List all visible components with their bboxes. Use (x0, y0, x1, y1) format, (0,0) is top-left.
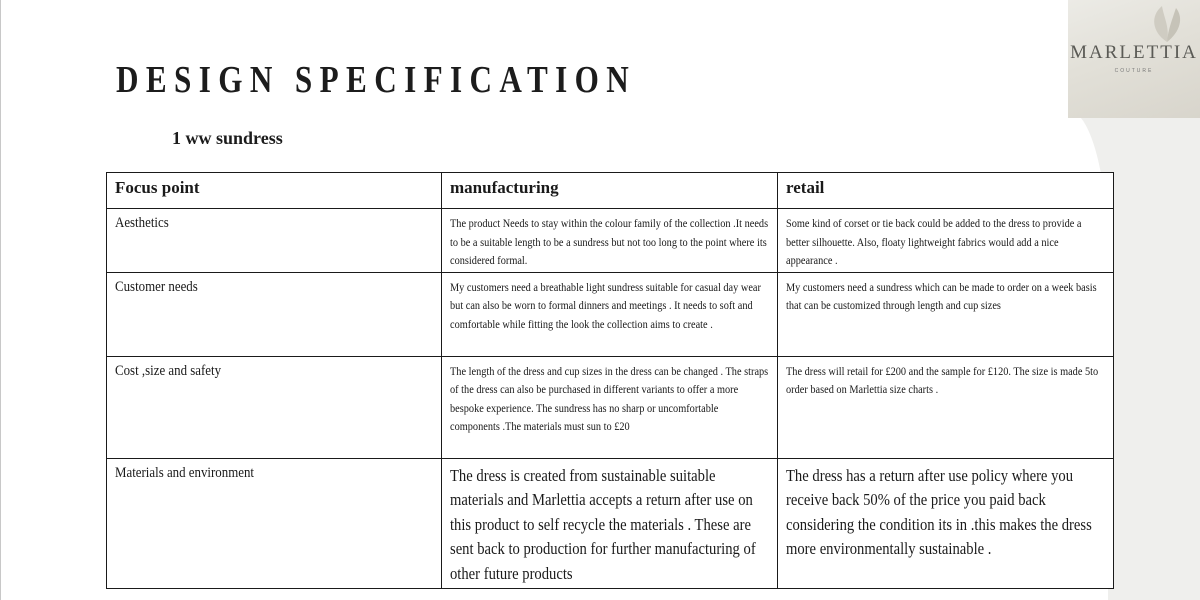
manufacturing-text: The product Needs to stay within the colour family of the collection .It needs to be a suitable length to be a sundress but not too long to the point where its considered formal. (450, 216, 769, 267)
manufacturing-cell (442, 209, 778, 273)
page-edge (0, 0, 1, 600)
retail-cell (778, 356, 1114, 458)
row-label-cell (107, 458, 442, 589)
retail-cell (778, 272, 1114, 356)
manufacturing-cell (442, 272, 778, 356)
table-row (107, 272, 1114, 356)
retail-text: My customers need a sundress which can be made to order on a week basis that can be customized through length and cup sizes (786, 279, 1097, 312)
manufacturing-cell (442, 356, 778, 458)
table-row (107, 209, 1114, 273)
brand-logo: MARLETTIA (1070, 42, 1198, 63)
row-label: Aesthetics (115, 215, 169, 231)
manufacturing-cell (442, 458, 778, 589)
table-row (107, 458, 1114, 589)
row-label: Cost ,size and safety (115, 362, 222, 379)
row-label: Customer needs (115, 278, 198, 295)
manufacturing-text: The length of the dress and cup sizes in the dress can be changed . The straps of the dress can also be purchased in different variants to offer a more bespoke experience. The sundress has no sharp or uncomfortable components .The materials must sun to £20 (450, 363, 769, 433)
retail-text: The dress has a return after use policy where you receive back 50% of the price you paid back considering the condition its in .this makes the dress more environmentally sustainable . (786, 465, 1092, 558)
retail-cell (778, 209, 1114, 273)
page-title: DESIGN SPECIFICATION (116, 59, 637, 101)
column-header-focus-point: Focus point (107, 173, 442, 209)
column-header-retail: retail (778, 173, 1114, 209)
retail-text: Some kind of corset or tie back could be added to the dress to provide a better silhouette. Also, floaty lightweight fabrics would add a nice appearance . (786, 216, 1082, 267)
retail-cell (778, 458, 1114, 589)
table-header-row (107, 173, 1114, 209)
manufacturing-text: My customers need a breathable light sundress suitable for casual day wear but can also be worn to formal dinners and meetings . It needs to soft and comfortable while fitting the look the collection aims to create . (450, 279, 761, 331)
manufacturing-text: The dress is created from sustainable suitable materials and Marlettia accepts a return after use on this product to self recycle the materials . These are sent back to production for further manufacturing of other future products (450, 465, 756, 583)
row-label: Materials and environment (115, 464, 254, 481)
specification-table (106, 172, 1114, 589)
row-label-cell (107, 272, 442, 356)
table-row (107, 356, 1114, 458)
row-label-cell (107, 209, 442, 273)
column-header-manufacturing: manufacturing (442, 173, 778, 209)
brand-logo-subtext: COUTURE (1114, 68, 1154, 74)
row-label-cell (107, 356, 442, 458)
retail-text: The dress will retail for £200 and the sample for £120. The size is made 5to order based on Marlettia size charts . (786, 363, 1099, 396)
leaf-icon (1142, 4, 1192, 44)
product-subtitle: 1 ww sundress (172, 128, 283, 148)
